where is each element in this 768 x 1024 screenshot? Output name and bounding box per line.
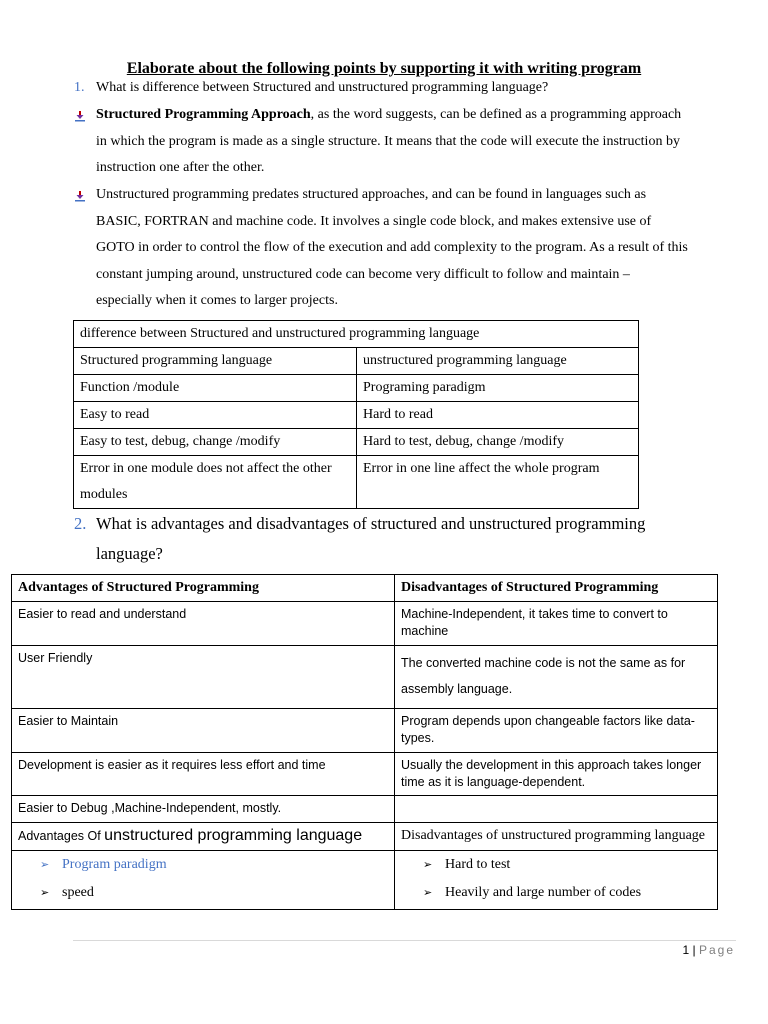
list-item-text: speed [62,885,94,900]
list-item [423,851,711,879]
arrow-bullet-icon: ➢ [40,859,50,871]
table-cell: Hard to test, debug, change /modify [357,429,639,456]
table-cell: Easier to read and understand [12,602,395,646]
arrow-bullet-icon [74,110,86,122]
question-2-number: 2. [74,514,87,533]
table-cell: Programing paradigm [357,375,639,402]
table-cell: Easy to read [74,402,357,429]
paragraph-line: , as the word suggests, can be defined as a programming approach [310,107,682,122]
table-cell: User Friendly [12,646,395,709]
table-row [12,851,718,910]
paragraph-line: GOTO in order to control the flow of the execution and add complexity to the program. As a result of this [96,240,688,256]
table-cell: Program depends upon changeable factors like data-types. [395,709,718,753]
list-item [40,851,388,879]
unstructured-advantages-header [12,823,395,851]
bullet-unstructured-paragraph [96,182,741,315]
table-cell: Development is easier as it requires less effort and time [12,753,395,796]
table-cell: Hard to read [357,402,639,429]
table-cell: Easier to Debug ,Machine-Independent, mostly. [12,796,395,823]
table-cell: Usually the development in this approach takes longer time as it is language-dependent. [395,753,718,796]
paragraph-line: Unstructured programming predates structured approaches, and can be found in languages such as [96,187,647,202]
table-cell [395,796,718,823]
table-row [74,321,639,348]
table-cell: Structured programming language [74,348,357,375]
structured-term: Structured Programming Approach [96,107,311,122]
header-term: unstructured programming language [104,827,363,844]
page-number: 1 [682,943,690,957]
table-cell-text: The converted machine code is not the same as for assembly language. [401,656,686,696]
table-cell: Machine-Independent, it takes time to convert to machine [395,602,718,646]
unstructured-disadvantages-list [395,851,718,910]
paragraph-line: instruction one after the other. [96,160,265,176]
table-row [12,753,718,796]
paragraph-line: in which the program is made as a single structure. It means that the code will execute the instruction by [96,133,680,149]
table-cell: unstructured programming language [357,348,639,375]
unstructured-disadvantages-header: Disadvantages of unstructured programming language [395,823,718,851]
arrow-bullet-icon: ➢ [423,859,433,871]
advantages-table [11,574,718,910]
header-prefix: Advantages Of [18,829,105,843]
arrow-bullet-icon [74,190,86,202]
table-row [12,646,718,709]
list-item [423,879,711,907]
table-row [74,375,639,402]
paragraph-line: constant jumping around, unstructured code can become very difficult to follow and maintain – [96,266,630,282]
table-cell: Easy to test, debug, change /modify [74,429,357,456]
table-row [12,602,718,646]
difference-table [73,320,639,509]
footer-separator: | [689,943,699,957]
unstructured-advantages-list [12,851,395,910]
arrow-bullet-icon: ➢ [423,887,433,899]
question-1-number: 1. [74,80,85,95]
table-cell [395,646,718,709]
paragraph-line: especially when it comes to larger projects. [96,293,338,309]
table-header-row [12,575,718,602]
list-item-text: Hard to test [445,857,511,872]
table-row [12,709,718,753]
table-row [74,429,639,456]
table-cell: Function /module [74,375,357,402]
footer-divider [73,940,736,941]
page-label: Page [698,943,735,957]
question-1-text: What is difference between Structured and unstructured programming language? [96,80,549,95]
list-item [40,879,388,907]
question-2-line: What is advantages and disadvantages of structured and unstructured programming [96,514,646,533]
table-row [74,456,639,509]
table-row [12,823,718,851]
list-item-text: Heavily and large number of codes [445,885,642,900]
list-item-text: Program paradigm [62,857,167,872]
question-1 [74,79,549,97]
table-cell: Error in one line affect the whole program [357,456,639,509]
table-cell: Error in one module does not affect the other modules [74,456,357,509]
question-2-line: language? [96,544,163,563]
table-row [12,796,718,823]
document-title: Elaborate about the following points by supporting it with writing program [126,60,642,77]
bullet-structured-paragraph [96,102,741,182]
table-row [74,402,639,429]
table-header-cell: Disadvantages of Structured Programming [395,575,718,602]
page-footer [682,943,735,957]
table-cell: Easier to Maintain [12,709,395,753]
table-header-cell: Advantages of Structured Programming [12,575,395,602]
table-row [74,348,639,375]
paragraph-line: BASIC, FORTRAN and machine code. It involves a single code block, and makes extensive use of [96,213,652,229]
question-2 [74,509,646,563]
table-caption: difference between Structured and unstructured programming language [74,321,639,348]
arrow-bullet-icon: ➢ [40,887,50,899]
